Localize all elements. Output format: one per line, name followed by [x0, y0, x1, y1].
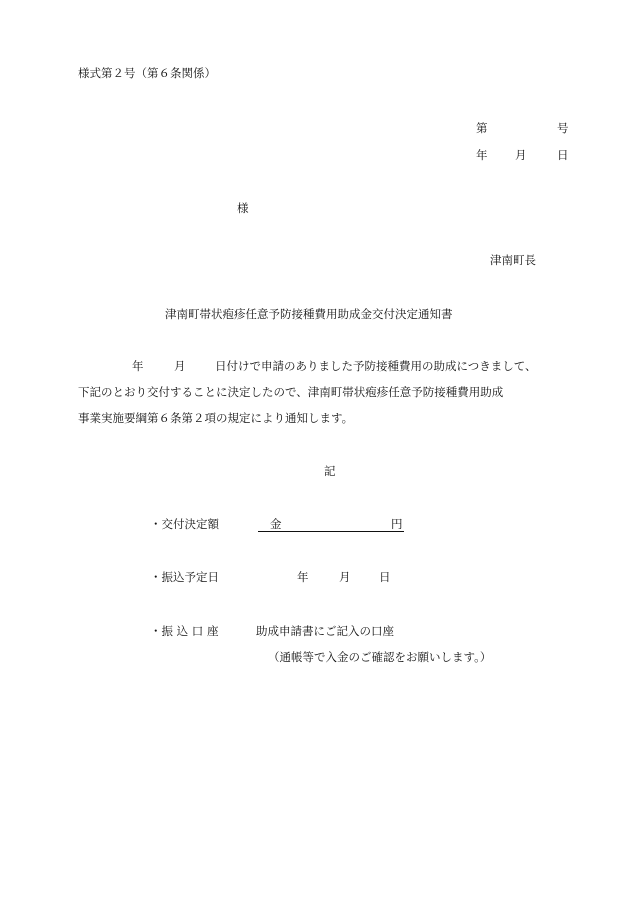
amount-prefix: 金	[270, 517, 282, 531]
body-line-2: 下記のとおり交付することに決定したので、津南町帯状疱疹任意予防接種費用助成	[78, 385, 504, 399]
document-number-suffix: 号	[557, 121, 569, 135]
date-day: 日	[557, 148, 569, 162]
document-title: 津南町帯状疱疹任意予防接種費用助成金交付決定通知書	[165, 307, 453, 321]
form-label: 様式第２号（第６条関係）	[78, 66, 216, 80]
ki-heading: 記	[324, 464, 336, 478]
amount-label: ・交付決定額	[150, 517, 219, 531]
recipient-suffix: 様	[237, 201, 249, 215]
document-number-prefix: 第	[476, 121, 488, 135]
amount-suffix: 円	[391, 517, 403, 531]
transfer-label: ・振込予定日	[150, 570, 219, 584]
account-value: 助成申請書にご記入の口座	[256, 624, 394, 638]
body-line-3: 事業実施要綱第６条第２項の規定により通知します。	[78, 411, 354, 425]
date-year: 年	[476, 148, 488, 162]
transfer-year: 年	[297, 570, 309, 584]
transfer-month: 月	[339, 570, 351, 584]
body-year: 年	[132, 359, 144, 373]
amount-underline	[258, 531, 404, 532]
body-month: 月	[174, 359, 186, 373]
account-note: （通帳等で入金のご確認をお願いします。）	[268, 650, 492, 664]
transfer-day: 日	[379, 570, 391, 584]
body-line-1: 日付けで申請のありました予防接種費用の助成につきまして、	[215, 359, 537, 373]
issuer: 津南町長	[490, 253, 536, 267]
account-label: ・振 込 口 座	[150, 624, 219, 638]
date-month: 月	[515, 148, 527, 162]
